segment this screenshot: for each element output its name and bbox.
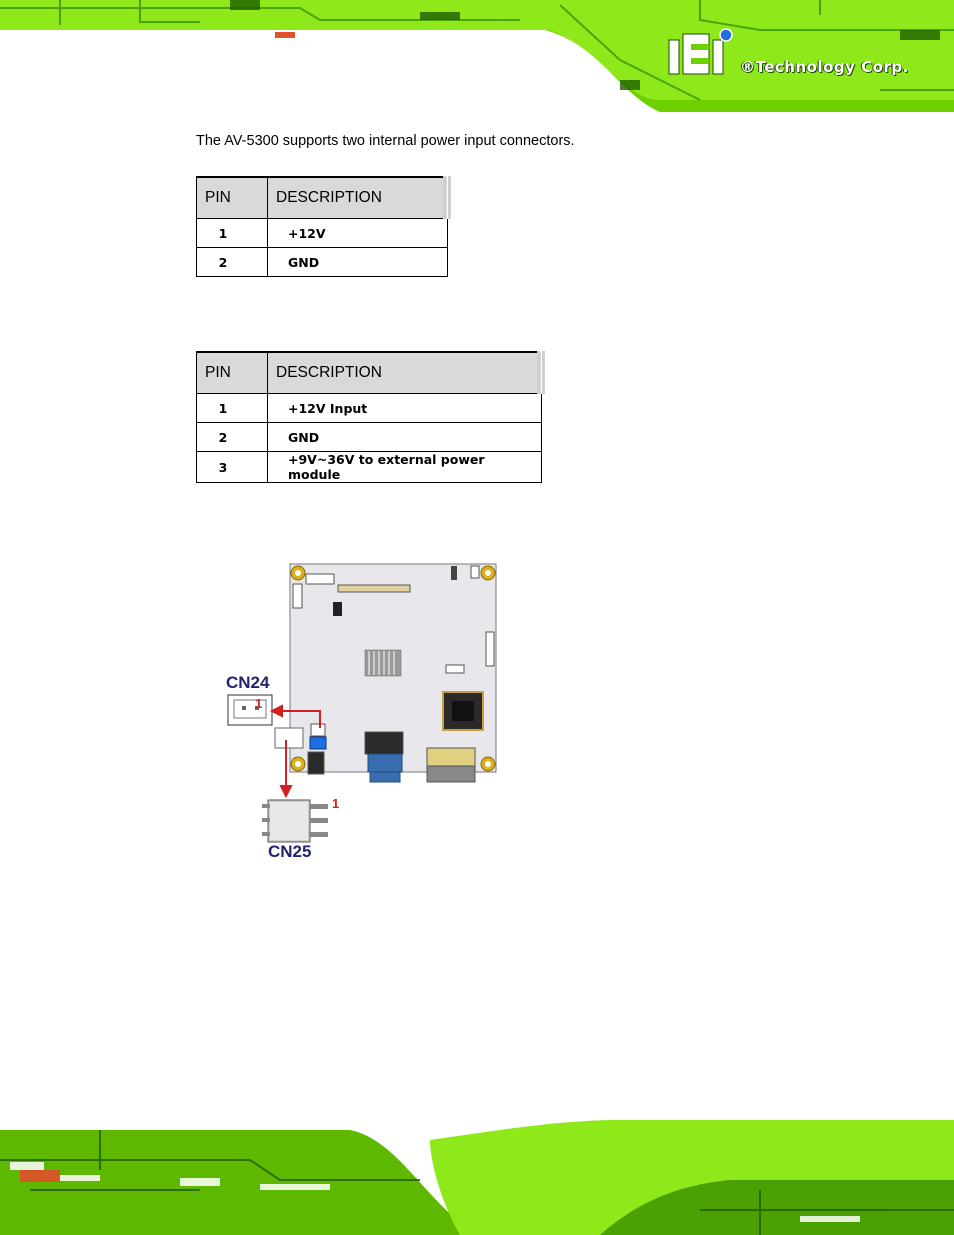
cn25-pinout-table: [196, 351, 545, 483]
column-header-description: DESCRIPTION: [268, 352, 542, 394]
pin-cell: 3: [197, 452, 268, 483]
cn25-pin1-label: 1: [332, 796, 340, 811]
column-header-pin: PIN: [197, 352, 268, 394]
pin-cell: 1: [197, 394, 268, 423]
table-row: [197, 452, 542, 483]
column-header-description: DESCRIPTION: [268, 177, 448, 219]
pin-cell: 1: [197, 219, 268, 248]
pin-cell: 2: [197, 248, 268, 277]
pin-cell: 2: [197, 423, 268, 452]
header-banner: [0, 0, 954, 112]
footer-banner: [0, 1120, 954, 1235]
board-location-diagram: [220, 560, 510, 865]
description-cell: +12V Input: [268, 394, 542, 423]
board-illustration: [220, 560, 510, 865]
iei-logo-icon: [667, 26, 737, 76]
table-row: [197, 219, 448, 248]
cn24-pin1-label: 1: [255, 696, 263, 711]
description-cell: +9V~36V to external power module: [268, 452, 542, 483]
column-header-pin: PIN: [197, 177, 268, 219]
table-header-row: [197, 177, 448, 219]
table-row: [197, 394, 542, 423]
table-row: [197, 423, 542, 452]
cn25-label: CN25: [268, 842, 312, 861]
intro-paragraph: The AV-5300 supports two internal power input connectors.: [196, 133, 575, 149]
brand-name: ®Technology Corp.: [740, 58, 909, 76]
description-cell: +12V: [268, 219, 448, 248]
table-header-row: [197, 352, 542, 394]
description-cell: GND: [268, 248, 448, 277]
cn24-pinout-table: [196, 176, 451, 277]
table-row: [197, 248, 448, 277]
description-cell: GND: [268, 423, 542, 452]
cn24-label: CN24: [226, 673, 270, 692]
